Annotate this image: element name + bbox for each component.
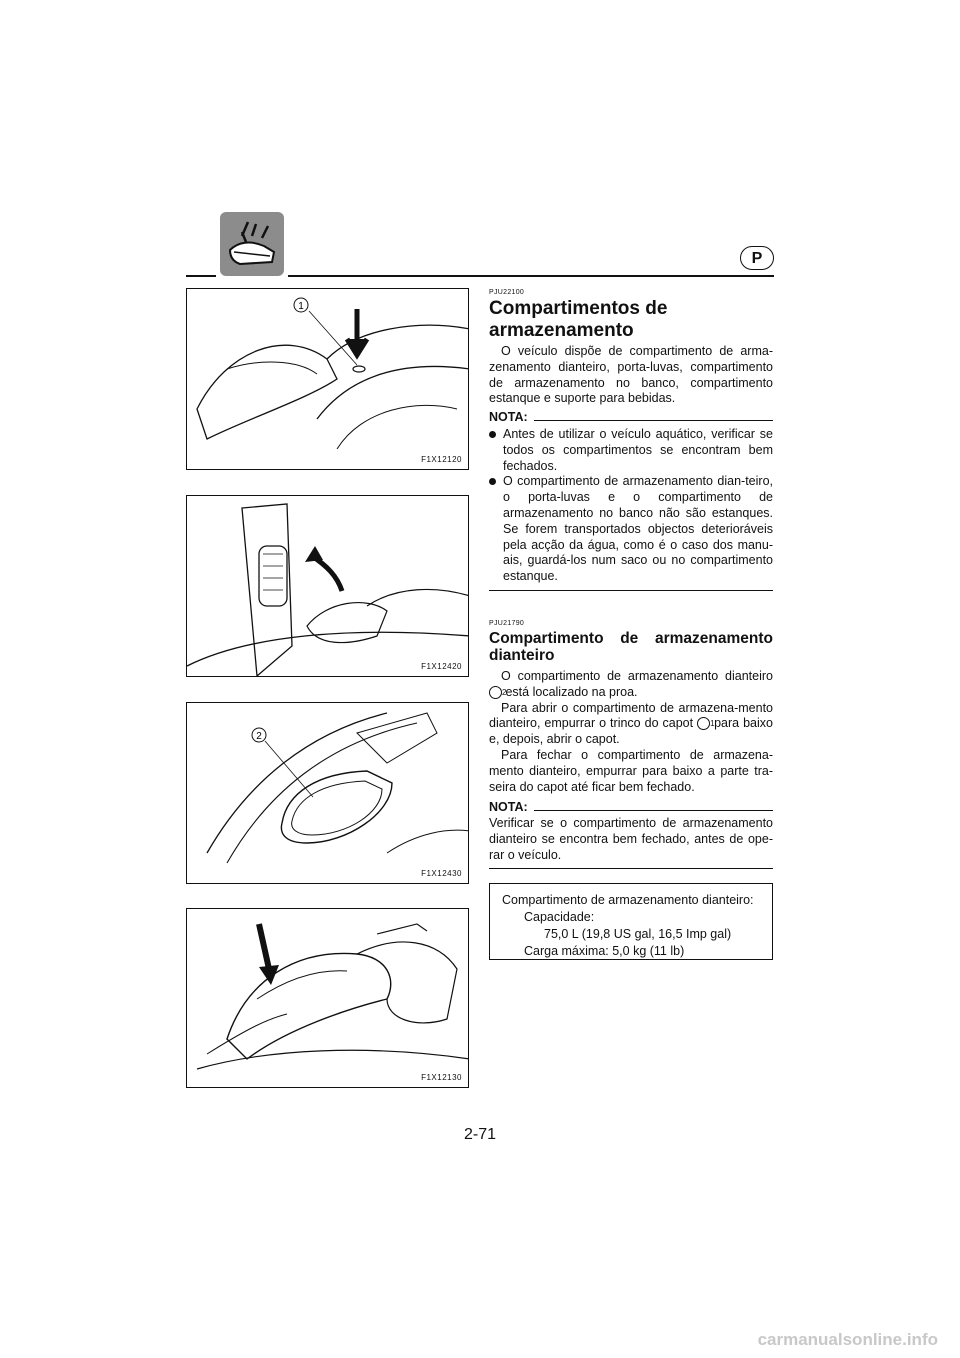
figure-glove-box <box>186 495 469 677</box>
language-badge: P <box>740 246 774 270</box>
figure-front-storage-compartment <box>186 702 469 884</box>
spec-capacity-value: 75,0 L (19,8 US gal, 16,5 Imp gal) <box>544 927 732 941</box>
bullet-text: Antes de utilizar o veículo aquático, verificar se todos os compartimentos se encontram bem fechados. <box>503 427 773 473</box>
note-bullet <box>489 474 773 585</box>
spec-box <box>489 883 773 960</box>
callout-label: 1 <box>298 301 304 312</box>
figure-closing-hood <box>186 908 469 1088</box>
figure-code: F1X12430 <box>421 869 462 878</box>
section-title: Compartimentos de armazenamento <box>489 298 668 341</box>
header-rule <box>186 275 216 277</box>
note-block <box>489 800 773 869</box>
watermark: carmanualsonline.info <box>757 1330 938 1349</box>
callout-reference: 1 <box>697 717 710 730</box>
watercraft-section-icon <box>220 212 284 276</box>
paragraph-location <box>489 669 773 701</box>
section-paragraph: O veículo dispõe de compartimento de arma-zenamento dianteiro, porta-luvas, compartimento de armazenamento no banco, compartimento estanque e suporte para bebidas. <box>489 344 773 406</box>
note-label: NOTA: <box>489 800 528 814</box>
header-rule <box>288 275 774 277</box>
figure-illustration <box>187 703 469 884</box>
spec-title: Compartimento de armazenamento dianteiro: <box>502 893 754 907</box>
paragraph-open <box>489 701 773 748</box>
spec-capacity-label: Capacidade: <box>524 910 595 924</box>
bullet-dot <box>489 478 496 485</box>
section-code: PJU21790 <box>489 620 525 627</box>
bullet-dot <box>489 431 496 438</box>
figure-storage-latch <box>186 288 469 470</box>
callout-label: 2 <box>256 731 262 742</box>
note-label: NOTA: <box>489 410 528 424</box>
text-run: para baixo e, depois, abrir o capot. <box>489 716 773 747</box>
callout-reference: 2 <box>489 686 502 699</box>
note-rule <box>534 810 773 811</box>
note-block <box>489 410 773 591</box>
figure-illustration <box>187 909 469 1088</box>
figure-illustration <box>187 289 469 470</box>
section-code: PJU22100 <box>489 289 525 296</box>
note-end-rule <box>489 590 773 591</box>
text-run: Para abrir o compartimento de armazena-mento dianteiro, empurrar o trinco do capot <box>489 700 773 731</box>
note-text: Verificar se o compartimento de armazenamento dianteiro se encontra bem fechado, antes de ope-rar o veículo. <box>489 816 773 862</box>
figure-code: F1X12130 <box>421 1073 462 1082</box>
spec-max-load: Carga máxima: 5,0 kg (11 lb) <box>524 944 685 958</box>
section-title: Compartimento de armazenamento dianteiro <box>489 630 773 664</box>
page-number: 2-71 <box>463 1126 497 1143</box>
text-run: O compartimento de armazenamento dianteiro <box>501 669 773 683</box>
note-bullet <box>489 427 773 474</box>
bullet-text: O compartimento de armazenamento dian-teiro, o porta-luvas e o compartimento de armazenamento no banco não são estanques. Se forem transportados objectos deterioráveis pela acção da água, como é o caso dos manu-ais, guardá-los num saco ou no compartimento estanque. <box>503 474 773 584</box>
note-rule <box>534 420 773 421</box>
note-end-rule <box>489 868 773 869</box>
figure-code: F1X12120 <box>421 455 462 464</box>
paragraph-close: Para fechar o compartimento de armazena-mento dianteiro, empurrar para baixo a parte tra-seira do capot até ficar bem fechado. <box>489 747 773 794</box>
text-run: está localizado na proa. <box>505 684 638 699</box>
section-body <box>489 669 773 795</box>
figure-code: F1X12420 <box>421 662 462 671</box>
figure-illustration <box>187 496 469 677</box>
